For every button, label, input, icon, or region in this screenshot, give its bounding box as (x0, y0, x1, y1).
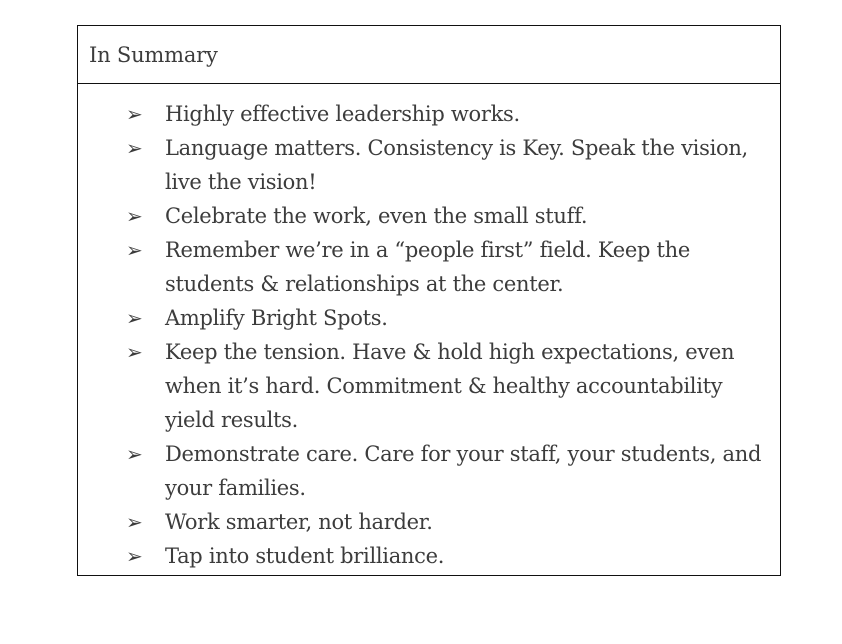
list-item-text: Work smarter, not harder. (165, 510, 433, 534)
arrowhead-bullet-icon: ➢ (126, 102, 143, 126)
list-item (78, 199, 780, 233)
list-item (78, 233, 780, 301)
arrowhead-bullet-icon: ➢ (126, 340, 143, 364)
arrowhead-bullet-icon: ➢ (126, 204, 143, 228)
list-item (78, 505, 780, 539)
arrowhead-bullet-icon: ➢ (126, 238, 143, 262)
list-item (78, 301, 780, 335)
list-item (78, 335, 780, 437)
list-item-text: Highly effective leadership works. (165, 102, 520, 126)
arrowhead-bullet-icon: ➢ (126, 136, 143, 160)
list-item-text: Keep the tension. Have & hold high expectations, even when it’s hard. Commitment & healthy accountability yield results. (165, 340, 735, 432)
list-item-text: Language matters. Consistency is Key. Speak the vision, live the vision! (165, 136, 748, 194)
list-item-text: Celebrate the work, even the small stuff. (165, 204, 588, 228)
list-item (78, 97, 780, 131)
list-item-text: Amplify Bright Spots. (165, 306, 388, 330)
list-item-text: Demonstrate care. Care for your staff, your students, and your families. (165, 442, 762, 500)
summary-title: In Summary (78, 26, 780, 84)
list-item-text: Remember we’re in a “people first” field. Keep the students & relationships at the center. (165, 238, 690, 296)
arrowhead-bullet-icon: ➢ (126, 306, 143, 330)
arrowhead-bullet-icon: ➢ (126, 442, 143, 466)
list-item-text: Tap into student brilliance. (165, 544, 445, 568)
summary-list (78, 84, 780, 573)
list-item (78, 437, 780, 505)
list-item (78, 539, 780, 573)
arrowhead-bullet-icon: ➢ (126, 510, 143, 534)
summary-box (77, 25, 781, 576)
list-item (78, 131, 780, 199)
arrowhead-bullet-icon: ➢ (126, 544, 143, 568)
